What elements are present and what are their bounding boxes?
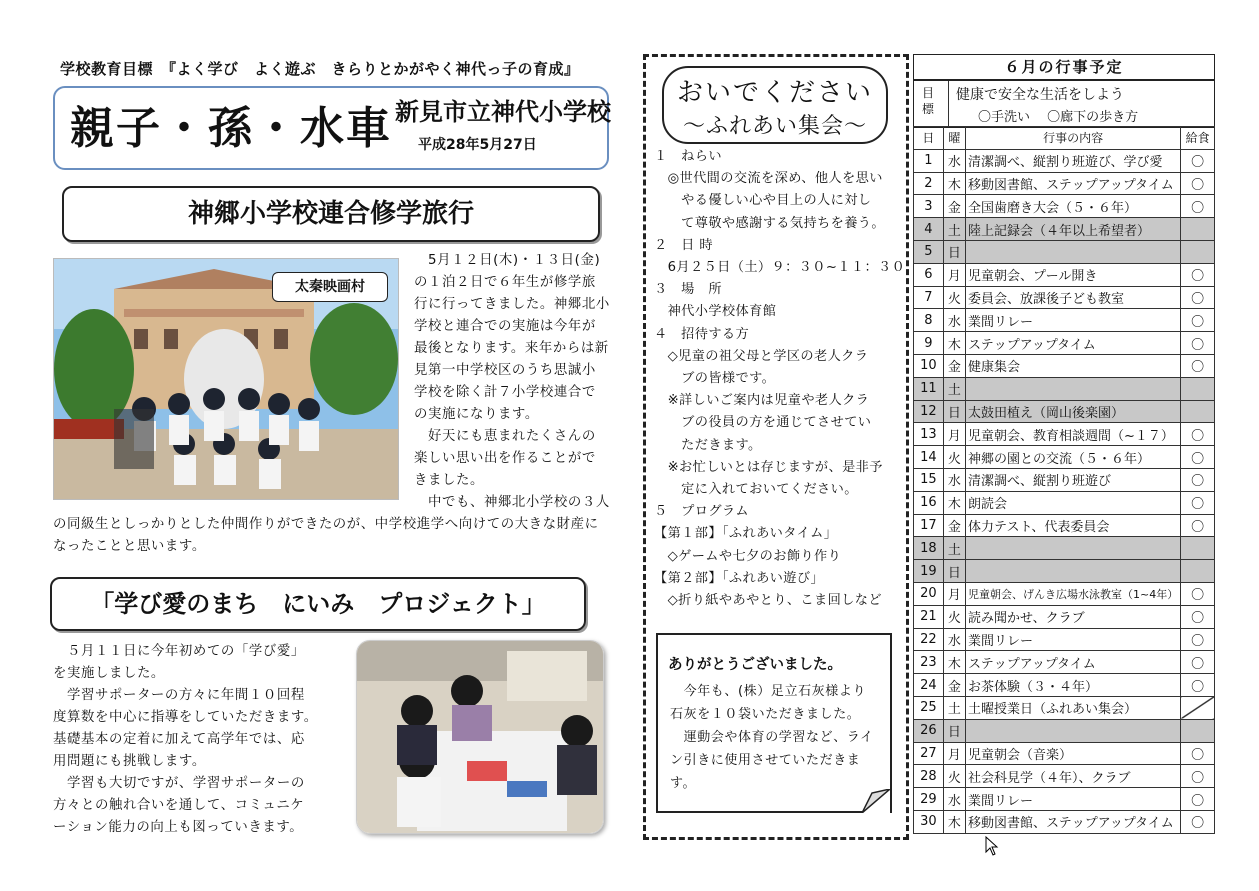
mouse-pointer-icon — [985, 836, 999, 856]
calendar-row — [914, 719, 1215, 742]
calendar-row — [914, 810, 1215, 833]
lunch-cell: 〇 — [1181, 651, 1215, 674]
text-line: 学習サポーターの方々に年間１０回程 — [53, 688, 305, 703]
weekday-cell: 木 — [943, 491, 965, 514]
goal-line1: 健康で安全な生活をしよう — [956, 87, 1124, 103]
weekday-cell: 土 — [943, 218, 965, 241]
school-goal: 学校教育目標 『よく学び よく遊ぶ きらりとかがやく神代っ子の育成』 — [60, 60, 580, 78]
lunch-cell — [1181, 400, 1215, 423]
text-line: 度算数を中心に指導をしていただきます。 — [53, 710, 318, 725]
day-cell: 2 — [914, 172, 944, 195]
calendar-row — [914, 172, 1215, 195]
text-line: 用問題にも挑戦します。 — [53, 754, 206, 769]
lunch-cell — [1181, 218, 1215, 241]
event-cell: 朗読会 — [966, 491, 1181, 514]
event-cell: 太鼓田植え（岡山後楽園） — [966, 400, 1181, 423]
day-cell: 28 — [914, 765, 944, 788]
header-lunch: 給食 — [1181, 127, 1215, 150]
text-line: ◇折り紙やあやとり、こま回しなど — [654, 593, 882, 609]
lunch-cell — [1181, 240, 1215, 263]
weekday-cell: 木 — [943, 332, 965, 355]
event-cell: 移動図書館、ステップアップタイム — [966, 810, 1181, 833]
calendar-row — [914, 240, 1215, 263]
weekday-cell: 木 — [943, 651, 965, 674]
lunch-cell: 〇 — [1181, 742, 1215, 765]
weekday-cell: 金 — [943, 514, 965, 537]
calendar-row — [914, 742, 1215, 765]
lunch-cell: 〇 — [1181, 468, 1215, 491]
calendar-row — [914, 446, 1215, 469]
day-cell: 20 — [914, 582, 944, 605]
calendar-row — [914, 765, 1215, 788]
day-cell: 18 — [914, 537, 944, 560]
invite-title: おいでください — [676, 78, 873, 108]
text-line: やる優しい心や目上の人に対し — [654, 193, 872, 209]
text-line: 学校と連合での実施は今年が — [414, 319, 596, 334]
weekday-cell: 火 — [943, 446, 965, 469]
event-cell: 読み聞かせ、クラブ — [966, 605, 1181, 628]
calendar-row — [914, 514, 1215, 537]
article1-heading: 神郷小学校連合修学旅行 — [62, 186, 600, 242]
text-line: 5月１２日(木)・１３日(金) — [414, 253, 601, 268]
lunch-cell: 〇 — [1181, 514, 1215, 537]
event-cell: 清潔調べ、縦割り班遊び、学び愛 — [966, 149, 1181, 172]
text-line: て尊敬や感謝する気持ちを養う。 — [654, 215, 885, 231]
text-line: の実施になります。 — [414, 407, 539, 422]
event-cell: 業間リレー — [966, 628, 1181, 651]
lunch-cell — [1181, 696, 1215, 719]
weekday-cell: 土 — [943, 537, 965, 560]
day-cell: 24 — [914, 674, 944, 697]
thanks-body — [670, 680, 890, 795]
lunch-cell: 〇 — [1181, 605, 1215, 628]
text-line: 運動会や体育の学習など、ライ — [670, 730, 874, 745]
calendar-row — [914, 423, 1215, 446]
day-cell: 4 — [914, 218, 944, 241]
text-line: ※お忙しいとは存じますが、是非予 — [654, 459, 883, 475]
lunch-cell: 〇 — [1181, 491, 1215, 514]
text-line: の同級生としっかりとした仲間作りができたのが、中学校進学へ向けての大きな財産に — [53, 517, 599, 532]
lunch-cell: 〇 — [1181, 149, 1215, 172]
calendar-row — [914, 354, 1215, 377]
text-line: ブの皆様です。 — [654, 371, 776, 387]
invite-title-box — [662, 66, 888, 144]
text-line: １ ねらい — [654, 149, 722, 164]
event-cell — [966, 719, 1181, 742]
weekday-cell: 水 — [943, 628, 965, 651]
event-cell: お茶体験（３・４年） — [966, 674, 1181, 697]
text-line: きました。 — [414, 473, 484, 488]
goal-line2: 〇手洗い 〇廊下の歩き方 — [978, 110, 1139, 125]
day-cell: 10 — [914, 354, 944, 377]
event-cell: 委員会、放課後子ども教室 — [966, 286, 1181, 309]
text-line: ２ 日 時 — [654, 237, 713, 253]
text-line: ◇児童の祖父母と学区の老人クラ — [654, 348, 869, 364]
text-line: 基礎基本の定着に加えて高学年では、応 — [53, 732, 305, 747]
lunch-cell: 〇 — [1181, 354, 1215, 377]
lunch-cell: 〇 — [1181, 332, 1215, 355]
text-line: ５ プログラム — [654, 504, 749, 520]
weekday-cell: 火 — [943, 765, 965, 788]
weekday-cell: 金 — [943, 195, 965, 218]
day-cell: 16 — [914, 491, 944, 514]
thanks-note — [656, 633, 892, 813]
article1-body — [414, 250, 622, 514]
calendar-row — [914, 651, 1215, 674]
calendar-row — [914, 377, 1215, 400]
day-cell: 21 — [914, 605, 944, 628]
text-line: す。 — [670, 776, 697, 791]
lunch-cell: 〇 — [1181, 263, 1215, 286]
weekday-cell: 水 — [943, 149, 965, 172]
text-line: 【第１部】「ふれあいタイム」 — [654, 526, 838, 542]
article2-heading: 「学び愛のまち にいみ プロジェクト」 — [50, 577, 586, 631]
event-cell: 陸上記録会（４年以上希望者） — [966, 218, 1181, 241]
weekday-cell: 日 — [943, 719, 965, 742]
header-event: 行事の内容 — [966, 127, 1181, 150]
event-cell: 業間リレー — [966, 788, 1181, 811]
text-line: 行に行ってきました。神郷北小 — [414, 297, 610, 312]
lunch-cell: 〇 — [1181, 446, 1215, 469]
weekday-cell: 月 — [943, 263, 965, 286]
lunch-cell: 〇 — [1181, 674, 1215, 697]
text-line: 最後となります。来年からは新 — [414, 341, 609, 356]
text-line: ブの役員の方を通じてさせてい — [654, 415, 872, 431]
day-cell: 17 — [914, 514, 944, 537]
text-line: 見第一中学校区のうち思誠小 — [414, 363, 596, 378]
event-calendar-table — [913, 126, 1215, 834]
weekday-cell: 日 — [943, 560, 965, 583]
lunch-cell: 〇 — [1181, 172, 1215, 195]
text-line: 学校を除く計７小学校連合で — [414, 385, 596, 400]
text-line: 6月２５日（土）９：３０~１１：３０ — [654, 260, 906, 276]
article2-body — [53, 641, 351, 839]
text-line: 石灰を１０袋いただきました。 — [670, 707, 861, 722]
school-name: 新見市立神代小学校 — [395, 98, 611, 126]
calendar-row — [914, 218, 1215, 241]
day-cell: 8 — [914, 309, 944, 332]
weekday-cell: 月 — [943, 423, 965, 446]
calendar-row — [914, 788, 1215, 811]
text-line: 楽しい思い出を作ることがで — [414, 451, 596, 466]
text-line: 好天にも恵まれたくさんの — [414, 429, 596, 444]
calendar-row — [914, 468, 1215, 491]
text-line: の１泊２日で６年生が修学旅 — [414, 275, 596, 290]
event-cell: 児童朝会、げんき広場水泳教室（1~4年） — [966, 582, 1181, 605]
event-cell: ステップアップタイム — [966, 332, 1181, 355]
event-cell — [966, 560, 1181, 583]
day-cell: 26 — [914, 719, 944, 742]
invite-subtitle: ～ふれあい集会～ — [682, 114, 867, 139]
event-cell: 清潔調べ、縦割り班遊び — [966, 468, 1181, 491]
text-line: ３ 場 所 — [654, 282, 722, 298]
text-line: ーション能力の向上も図っていきます。 — [53, 820, 304, 835]
weekday-cell: 金 — [943, 354, 965, 377]
text-line: 今年も、(株）足立石灰様より — [670, 684, 867, 699]
event-cell: 健康集会 — [966, 354, 1181, 377]
weekday-cell: 金 — [943, 674, 965, 697]
weekday-cell: 木 — [943, 810, 965, 833]
text-line: 中でも、神郷北小学校の３人 — [414, 495, 610, 510]
text-line: ン引きに使用させていただきま — [670, 753, 861, 768]
invite-body — [654, 146, 906, 612]
text-line: 方々との触れ合いを通して、コミュニケ — [53, 798, 305, 813]
lunch-cell: 〇 — [1181, 810, 1215, 833]
day-cell: 1 — [914, 149, 944, 172]
weekday-cell: 土 — [943, 696, 965, 719]
day-cell: 22 — [914, 628, 944, 651]
lunch-cell: 〇 — [1181, 286, 1215, 309]
text-line: ◇ゲームや七夕のお飾り作り — [654, 548, 842, 564]
calendar-row — [914, 628, 1215, 651]
day-cell: 19 — [914, 560, 944, 583]
text-line: 【第２部】「ふれあい遊び」 — [654, 570, 825, 586]
text-line: なったことと思います。 — [53, 539, 206, 554]
calendar-row — [914, 309, 1215, 332]
calendar-row — [914, 696, 1215, 719]
day-cell: 27 — [914, 742, 944, 765]
day-cell: 5 — [914, 240, 944, 263]
calendar-row — [914, 286, 1215, 309]
day-cell: 15 — [914, 468, 944, 491]
calendar-row — [914, 674, 1215, 697]
lunch-cell: 〇 — [1181, 423, 1215, 446]
text-line: 定に入れておいてください。 — [654, 482, 858, 498]
event-cell: 全国歯磨き大会（５・６年） — [966, 195, 1181, 218]
header-weekday: 曜 — [943, 127, 965, 150]
event-cell: 社会科見学（４年）、クラブ — [966, 765, 1181, 788]
event-cell — [966, 377, 1181, 400]
lunch-cell — [1181, 560, 1215, 583]
text-line: を実施しました。 — [53, 666, 165, 681]
text-line: ◎世代間の交流を深め、他人を思い — [654, 171, 883, 187]
day-cell: 14 — [914, 446, 944, 469]
text-line: 神代小学校体育館 — [654, 304, 777, 320]
event-cell: 児童朝会（音楽） — [966, 742, 1181, 765]
text-line: ※詳しいご案内は児童や老人クラ — [654, 393, 870, 409]
issue-date: 平成28年5月27日 — [418, 137, 537, 153]
calendar-row — [914, 560, 1215, 583]
day-cell: 30 — [914, 810, 944, 833]
lunch-cell — [1181, 377, 1215, 400]
calendar-row — [914, 332, 1215, 355]
weekday-cell: 土 — [943, 377, 965, 400]
lunch-cell: 〇 — [1181, 582, 1215, 605]
day-cell: 9 — [914, 332, 944, 355]
text-line: 学習も大切ですが、学習サポーターの — [53, 776, 305, 791]
calendar-title: ６月の行事予定 — [913, 54, 1215, 80]
weekday-cell: 水 — [943, 468, 965, 491]
day-cell: 11 — [914, 377, 944, 400]
event-cell — [966, 240, 1181, 263]
weekday-cell: 水 — [943, 788, 965, 811]
calendar-goal — [913, 80, 1215, 128]
lunch-cell — [1181, 537, 1215, 560]
calendar-row — [914, 491, 1215, 514]
weekday-cell: 月 — [943, 742, 965, 765]
lunch-cell: 〇 — [1181, 628, 1215, 651]
event-cell: 土曜授業日（ふれあい集会） — [966, 696, 1181, 719]
text-line: ただきます。 — [654, 437, 762, 453]
calendar-row — [914, 400, 1215, 423]
lunch-cell — [1181, 719, 1215, 742]
weekday-cell: 火 — [943, 605, 965, 628]
page-curl-icon — [862, 789, 890, 813]
calendar-row — [914, 605, 1215, 628]
lunch-cell: 〇 — [1181, 788, 1215, 811]
day-cell: 29 — [914, 788, 944, 811]
calendar-row — [914, 195, 1215, 218]
weekday-cell: 日 — [943, 240, 965, 263]
header-day: 日 — [914, 127, 944, 150]
thanks-title: ありがとうございました。 — [668, 657, 842, 673]
day-cell: 13 — [914, 423, 944, 446]
text-line: ５月１１日に今年初めての「学び愛」 — [53, 644, 305, 659]
event-cell: ステップアップタイム — [966, 651, 1181, 674]
article1-body-wide — [53, 514, 628, 558]
day-cell: 6 — [914, 263, 944, 286]
calendar-row — [914, 582, 1215, 605]
day-cell: 12 — [914, 400, 944, 423]
event-cell: 児童朝会、教育相談週間（~１７） — [966, 423, 1181, 446]
day-cell: 25 — [914, 696, 944, 719]
weekday-cell: 水 — [943, 309, 965, 332]
event-cell: 業間リレー — [966, 309, 1181, 332]
day-cell: 7 — [914, 286, 944, 309]
event-cell — [966, 537, 1181, 560]
lunch-cell: 〇 — [1181, 195, 1215, 218]
event-cell: 神郷の園との交流（５・６年） — [966, 446, 1181, 469]
photo-label: 太秦映画村 — [272, 272, 388, 302]
weekday-cell: 日 — [943, 400, 965, 423]
weekday-cell: 火 — [943, 286, 965, 309]
weekday-cell: 木 — [943, 172, 965, 195]
lunch-cell: 〇 — [1181, 309, 1215, 332]
day-cell: 23 — [914, 651, 944, 674]
calendar-row — [914, 149, 1215, 172]
lunch-cell: 〇 — [1181, 765, 1215, 788]
weekday-cell: 月 — [943, 582, 965, 605]
goal-label: 目標 — [922, 86, 935, 116]
event-cell: 体力テスト、代表委員会 — [966, 514, 1181, 537]
calendar-row — [914, 537, 1215, 560]
event-cell: 児童朝会、プール開き — [966, 263, 1181, 286]
newsletter-title: 親子・孫・水車 — [70, 103, 392, 154]
calendar-row — [914, 263, 1215, 286]
event-cell: 移動図書館、ステップアップタイム — [966, 172, 1181, 195]
classroom-photo — [356, 640, 604, 834]
text-line: ４ 招待する方 — [654, 326, 750, 342]
day-cell: 3 — [914, 195, 944, 218]
